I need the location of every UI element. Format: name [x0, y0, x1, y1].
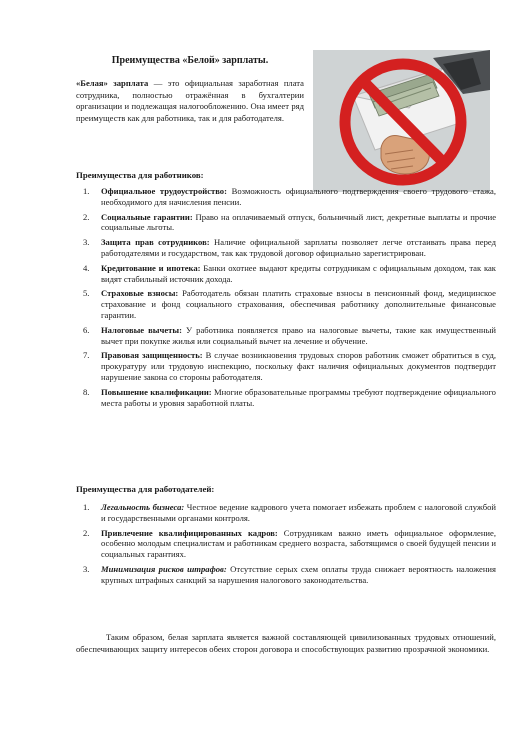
item-term: Социальные гарантии:	[101, 211, 193, 222]
item-text: В случае возникновения трудовых споров работник сможет обратиться в суд, прокуратуру или трудовую инспекцию, поскольку факт наличия официальных документов подтвердит нарушение закона со стороны работодателя.	[101, 350, 496, 382]
item-term: Налоговые вычеты:	[101, 324, 182, 335]
item-number: 2.	[83, 527, 90, 538]
employees-heading: Преимущества для работников:	[76, 170, 204, 180]
item-body	[97, 564, 496, 586]
item-body	[97, 502, 496, 524]
item-body	[97, 212, 496, 234]
item-text: Многие образовательные программы требуют подтверждение официального места работы и уровня заработной платы.	[101, 386, 496, 408]
item-text: У работника появляется право на налоговые вычеты, такие как имущественный вычет при покупке жилья или социальный вычет на лечение и обучение.	[101, 324, 496, 346]
item-term: Легальность бизнеса:	[101, 502, 185, 512]
item-number: 8.	[83, 386, 90, 397]
item-number: 1.	[83, 186, 90, 196]
item-text: Возможность официального подтверждения своего трудового стажа, необходимого для начисления пенсии.	[101, 186, 496, 207]
item-body	[97, 237, 496, 259]
item-text: Наличие официальной зарплаты позволяет легче отстаивать права перед работодателями и государством, так как трудовой договор официально зарегистрирован.	[101, 237, 496, 258]
list-item	[76, 350, 496, 382]
list-item	[76, 528, 496, 560]
item-term: Минимизация рисков штрафов:	[101, 563, 227, 574]
list-item	[76, 502, 496, 524]
employees-list	[76, 186, 496, 408]
item-number: 6.	[83, 324, 90, 335]
item-body	[97, 325, 496, 347]
item-body	[97, 528, 496, 560]
item-number: 3.	[83, 237, 90, 248]
item-term: Кредитование и ипотека:	[101, 262, 201, 273]
list-item	[76, 325, 496, 347]
document-title: Преимущества «Белой» зарплаты.	[111, 55, 269, 66]
item-body	[97, 387, 496, 409]
item-text: Отсутствие серых схем оплаты труда снижает вероятность наложения крупных штрафных санкций за нарушения налогового законодательства.	[101, 563, 496, 585]
list-item	[76, 288, 496, 320]
intro-paragraph	[76, 78, 304, 124]
list-item	[76, 564, 496, 586]
item-number: 2.	[83, 211, 90, 222]
conclusion-paragraph: Таким образом, белая зарплата является важной составляющей цивилизованных трудовых отношений, обеспечивающих защиту интересов обеих сторон договора и способствующих развитию прозрачной экономики.	[76, 632, 496, 654]
item-text: Право на оплачиваемый отпуск, больничный лист, декретные выплаты и прочие социальные льготы.	[101, 211, 497, 233]
item-term: Правовая защищенность:	[101, 350, 203, 361]
item-body	[97, 186, 496, 208]
no-envelope-cash-icon	[313, 50, 490, 192]
item-term: Повышение квалификации:	[101, 386, 212, 397]
item-text: Честное ведение кадрового учета помогает избежать проблем с налоговой службой и государственными органами контроля.	[101, 502, 496, 523]
item-number: 4.	[83, 262, 90, 273]
item-term: Защита прав сотрудников:	[101, 237, 210, 248]
item-text: Сотрудникам важно иметь официальное оформление, особенно молодым специалистам и работникам среднего возраста, заботящимся о своей будущей пенсии и социальных гарантиях.	[101, 527, 496, 560]
item-body	[97, 350, 496, 382]
item-number: 5.	[83, 288, 90, 299]
list-item	[76, 263, 496, 285]
item-term: Официальное трудоустройство:	[101, 186, 227, 196]
employers-heading: Преимущества для работодателей:	[76, 484, 215, 494]
item-term: Страховые взносы:	[101, 288, 179, 299]
intro-term: «Белая» зарплата	[76, 78, 149, 88]
employers-list	[76, 502, 496, 586]
item-body	[97, 263, 496, 285]
item-body	[97, 288, 496, 320]
item-text: Банки охотнее выдают кредиты сотрудникам с официальным доходом, так как видят стабильный источник дохода.	[101, 262, 496, 284]
item-number: 7.	[83, 350, 90, 361]
item-text: Работодатель обязан платить страховые взносы в пенсионный фонд, медицинское страхование и фонд социального страхования, обеспечивая работнику дополнительные финансовые гарантии.	[101, 288, 496, 320]
item-term: Привлечение квалифицированных кадров:	[101, 527, 278, 538]
list-item	[76, 186, 496, 208]
list-item	[76, 237, 496, 259]
intro-text: — это официальная заработная плата сотрудника, полностью отражённая в бухгалтерии организации и подлежащая налогообложению. Она имеет ряд преимуществ как для работника, так и для работодателя.	[76, 78, 304, 123]
illustration-svg	[313, 50, 490, 192]
list-item	[76, 212, 496, 234]
item-number: 1.	[83, 502, 90, 512]
list-item	[76, 387, 496, 409]
item-number: 3.	[83, 563, 90, 574]
